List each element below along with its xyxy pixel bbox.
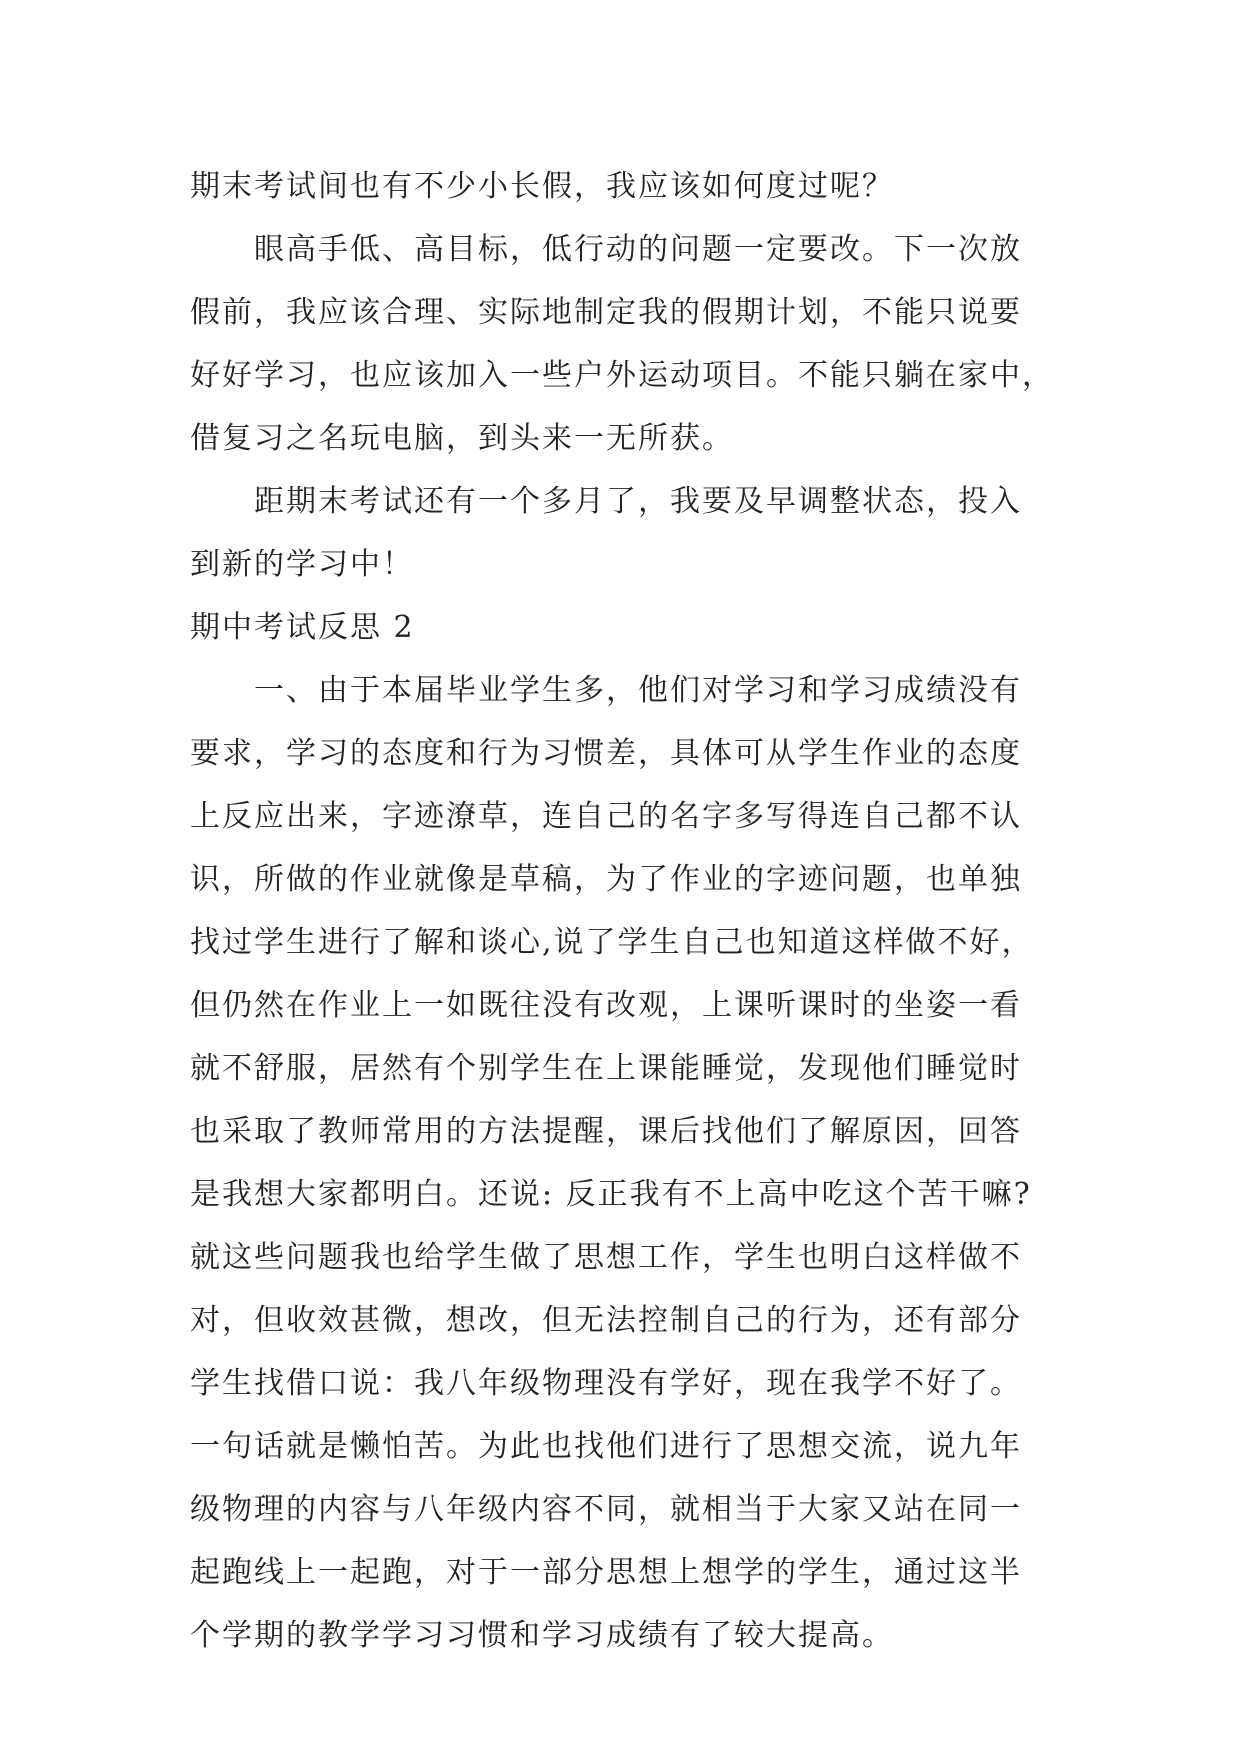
paragraph-start-line: 眼高手低、高目标，低行动的问题一定要改。下一次放 [254,232,1022,267]
section-heading: 期中考试反思 2 [190,610,415,645]
text-line: 借复习之名玩电脑，到头来一无所获。 [190,421,734,456]
text-line: 起跑线上一起跑，对于一部分思想上想学的学生，通过这半 [190,1555,1022,1590]
text-line: 也采取了教师常用的方法提醒，课后找他们了解原因，回答 [190,1114,1022,1149]
text-line: 是我想大家都明白。还说: 反正我有不上高中吃这个苦干嘛? [190,1177,1032,1212]
text-line: 学生找借口说：我八年级物理没有学好，现在我学不好了。 [190,1366,1022,1401]
text-line: 到新的学习中！ [190,547,414,582]
text-line: 个学期的教学学习习惯和学习成绩有了较大提高。 [190,1618,894,1653]
text-line: 级物理的内容与八年级内容不同，就相当于大家又站在同一 [190,1492,1022,1527]
text-line: 就不舒服，居然有个别学生在上课能睡觉，发现他们睡觉时 [190,1051,1022,1086]
text-line: 上反应出来，字迹潦草，连自己的名字多写得连自己都不认 [190,799,1022,834]
paragraph-start-line: 一、由于本届毕业学生多，他们对学习和学习成绩没有 [254,673,1022,708]
text-line: 要求，学习的态度和行为习惯差，具体可从学生作业的态度 [190,736,1022,771]
text-line: 期末考试间也有不少小长假，我应该如何度过呢？ [190,169,894,204]
text-line: 一句话就是懒怕苦。为此也找他们进行了思想交流，说九年 [190,1429,1022,1464]
text-line: 好好学习，也应该加入一些户外运动项目。不能只躺在家中， [190,358,1054,393]
text-line: 假前，我应该合理、实际地制定我的假期计划，不能只说要 [190,295,1022,330]
text-line: 识，所做的作业就像是草稿，为了作业的字迹问题，也单独 [190,862,1022,897]
text-line: 找过学生进行了解和谈心,说了学生自己也知道这样做不好， [190,925,1034,960]
text-line: 就这些问题我也给学生做了思想工作，学生也明白这样做不 [190,1240,1022,1275]
text-line: 但仍然在作业上一如既往没有改观，上课听课时的坐姿一看 [190,988,1022,1023]
text-line: 对，但收效甚微，想改，但无法控制自己的行为，还有部分 [190,1303,1022,1338]
paragraph-start-line: 距期末考试还有一个多月了，我要及早调整状态，投入 [254,484,1022,519]
